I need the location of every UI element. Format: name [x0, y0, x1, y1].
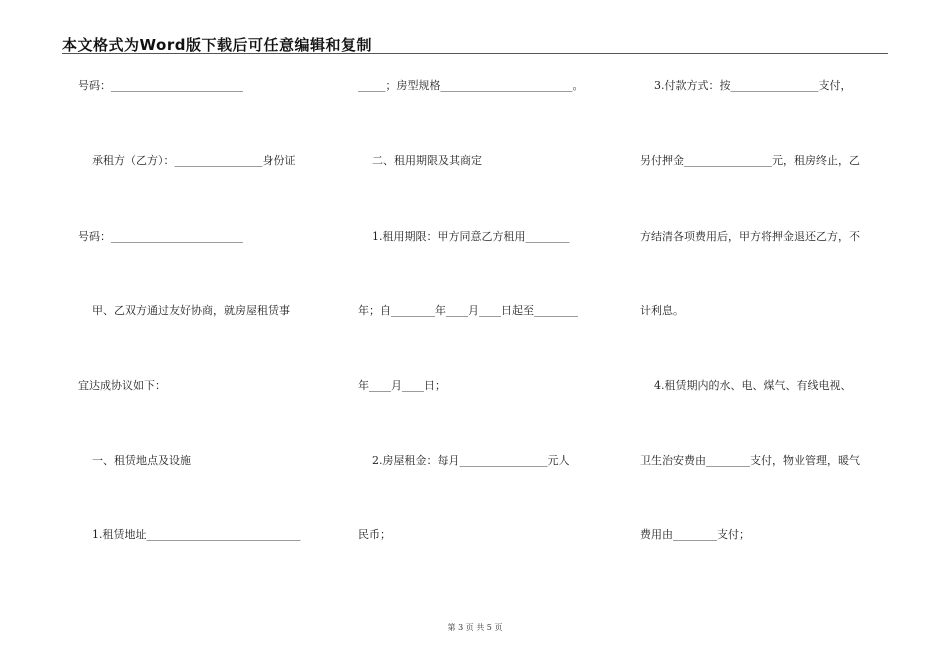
text-line: 另付押金________________元，租房终止，乙	[640, 154, 860, 167]
text-line: 4.租赁期内的水、电、煤气、有线电视、	[640, 379, 852, 392]
text-line: 1.租用期限：甲方同意乙方租用________	[358, 230, 570, 243]
text-line: 费用由________支付；	[640, 528, 750, 541]
page-number-footer: 第 3 页 共 5 页	[447, 623, 503, 632]
text-line: 二、租用期限及其商定	[358, 154, 482, 167]
text-line: 卫生治安费由________支付，物业管理，暖气	[640, 454, 860, 467]
text-line: 号码：________________________	[78, 230, 243, 243]
text-line: 方结清各项费用后，甲方将押金退还乙方，不	[640, 230, 860, 243]
text-line: 年____月____日；	[358, 379, 446, 392]
text-line: 年；自________年____月____日起至________	[358, 304, 578, 317]
document-header-title: 本文格式为Word版下载后可任意编辑和复制	[62, 36, 372, 54]
text-line: 1.租赁地址____________________________	[78, 528, 301, 541]
text-line: 号码：________________________	[78, 79, 243, 92]
text-line: 甲、乙双方通过友好协商，就房屋租赁事	[78, 304, 290, 317]
text-line: _____；房型规格________________________。	[358, 79, 584, 92]
text-line: 民币；	[358, 528, 391, 541]
text-line: 计利息。	[640, 304, 684, 317]
text-line: 2.房屋租金：每月________________元人	[358, 454, 570, 467]
text-line: 承租方（乙方）：________________身份证	[78, 154, 296, 167]
text-line: 3.付款方式：按________________支付，	[640, 79, 852, 92]
text-line: 宜达成协议如下：	[78, 379, 166, 392]
header-divider	[62, 53, 888, 54]
text-line: 一、租赁地点及设施	[78, 454, 191, 467]
